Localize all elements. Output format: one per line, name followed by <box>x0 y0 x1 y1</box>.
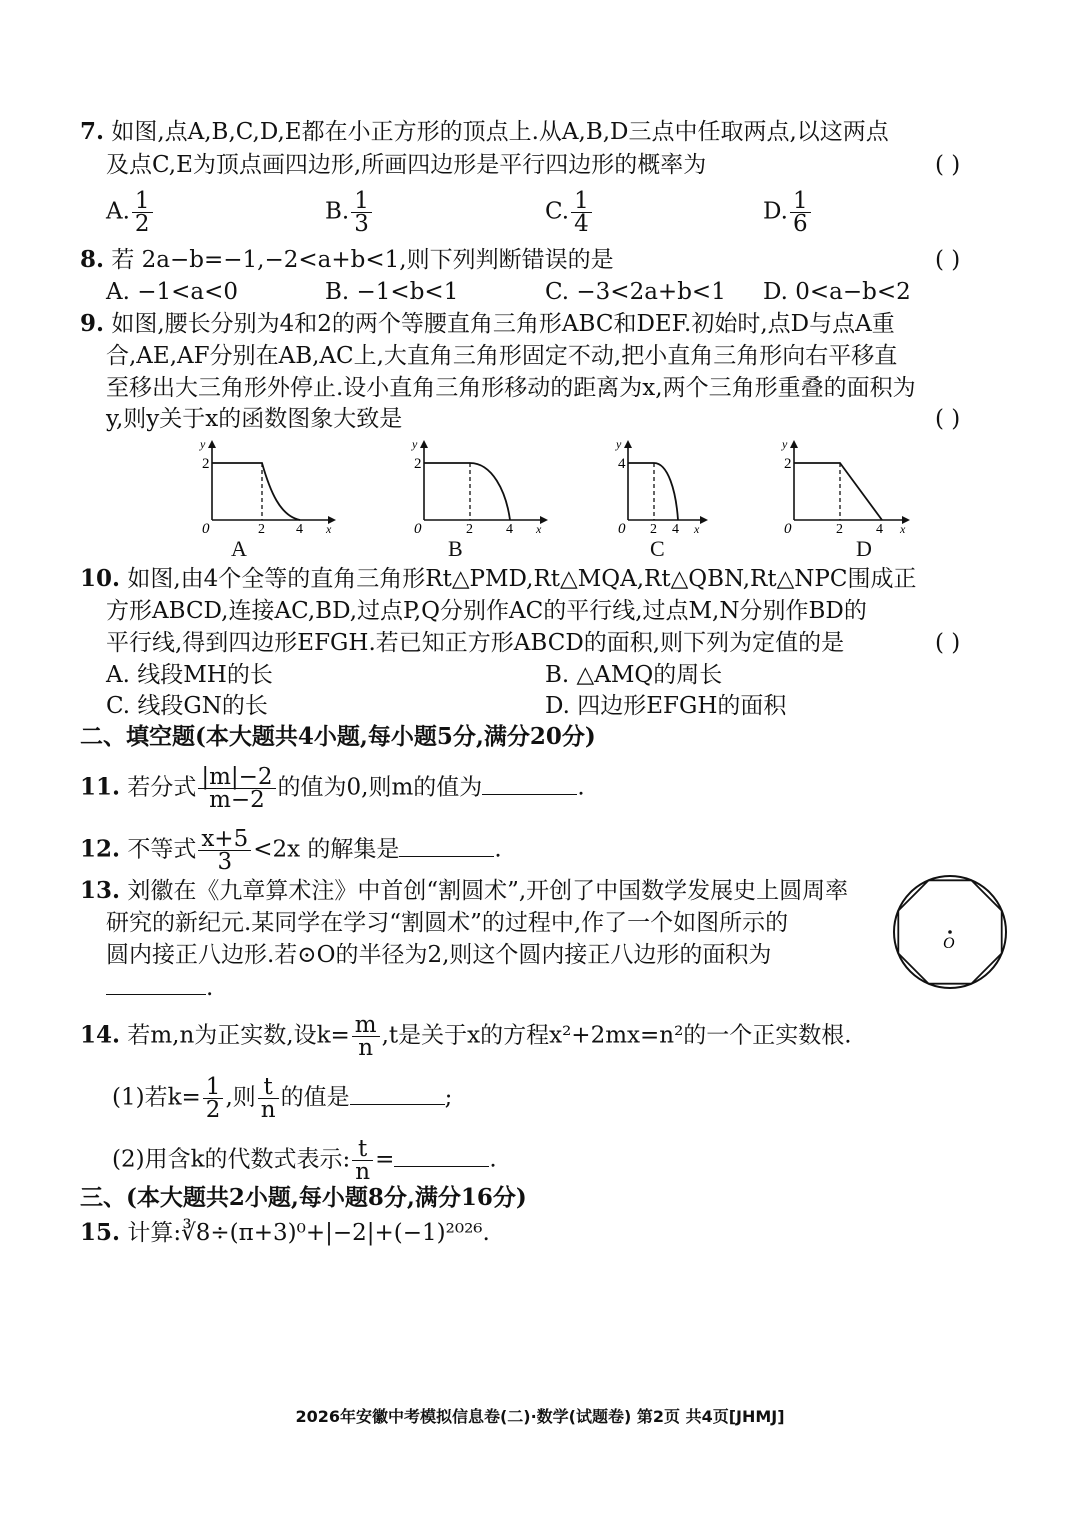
q11-pre: 若分式 <box>127 774 197 801</box>
q15-text: 计算:∛8÷(π+3)⁰+|−2|+(−1)²⁰²⁶. <box>127 1220 490 1246</box>
graph-d-line <box>794 463 882 520</box>
q7-option-d-label: D. <box>763 198 788 225</box>
q14-p1-fden: n <box>260 1097 276 1123</box>
q7-text-1: 如图,点A,B,C,D,E都在小正方形的顶点上.从A,B,D三点中任取两点,以这两点 <box>111 119 889 145</box>
q7-option-c-num: 1 <box>571 190 592 213</box>
q12-pre: 不等式 <box>127 836 197 863</box>
graph-a-curve <box>212 463 300 520</box>
q14-k-fraction <box>352 1014 380 1059</box>
q10-text-1: 如图,由4个全等的直角三角形Rt△PMD,Rt△MQA,Rt△QBN,Rt△NPC围成正 <box>127 566 917 592</box>
graph-b-y-arrow <box>420 440 428 448</box>
graph-a-x1: 2 <box>258 522 265 536</box>
q9-line4: y,则y关于x的函数图象大致是 <box>106 406 403 432</box>
section-2-heading: 二、填空题(本大题共4小题,每小题5分,满分20分) <box>80 723 596 750</box>
q9-graph-b <box>402 436 552 536</box>
q14-p1-num: 1 <box>203 1076 224 1099</box>
q8-option-c: C. −3<2a+b<1 <box>545 279 726 305</box>
q13-answer-blank[interactable] <box>106 972 206 995</box>
q8-option-b: B. −1<b<1 <box>325 279 459 305</box>
graph-d-y-label: y <box>782 437 788 451</box>
q13-octagon-figure <box>888 870 1012 994</box>
q7-option-b-label: B. <box>325 198 350 225</box>
q12-frac-num: x+5 <box>198 828 251 851</box>
q12-end: . <box>494 836 502 863</box>
graph-a-origin: 0 <box>202 521 210 536</box>
q14-p1-fnum: t <box>258 1076 279 1099</box>
q7-option-c <box>545 190 594 235</box>
q11-number: 11. <box>80 773 121 801</box>
q13-number: 13. <box>80 877 121 904</box>
q13-center-label: O <box>943 935 955 952</box>
graph-d-ymark: 2 <box>784 456 792 472</box>
graph-a-y-arrow <box>208 440 216 448</box>
q10-line2: 方形ABCD,连接AC,BD,过点P,Q分别作AC的平行线,过点M,N分别作BD的 <box>106 598 867 624</box>
q14-p1-post: 的值是 <box>280 1084 350 1111</box>
q9-line1 <box>80 309 895 339</box>
q11-line <box>80 766 585 811</box>
graph-b-x1: 2 <box>466 522 473 536</box>
q14-p2-fden: n <box>355 1159 371 1185</box>
q7-number: 7. <box>80 118 105 145</box>
q14-p2-post: = <box>375 1146 395 1173</box>
q14-p2-pre: (2)用含k的代数式表示: <box>112 1146 351 1173</box>
q7-option-a <box>106 190 155 235</box>
graph-c-curve <box>628 463 678 520</box>
graph-b-y-label: y <box>412 437 418 451</box>
graph-b-origin: 0 <box>414 521 422 536</box>
q10-line1 <box>80 564 916 594</box>
graph-b-curve <box>424 463 510 520</box>
q11-post: 的值为0,则m的值为 <box>277 774 483 801</box>
q10-line3: 平行线,得到四边形EFGH.若已知正方形ABCD的面积,则下列为定值的是 <box>106 630 845 656</box>
graph-b-x2: 4 <box>506 522 513 536</box>
q9-graph-a-label: A <box>231 536 247 561</box>
graph-c-x2: 4 <box>672 522 679 536</box>
q8-text-1: 若 2a−b=−1,−2<a+b<1,则下列判断错误的是 <box>111 247 614 273</box>
q13-line1 <box>80 876 848 906</box>
q14-p2-answer-blank[interactable] <box>394 1144 489 1167</box>
graph-d-y-arrow <box>790 440 798 448</box>
graph-b-x-label: x <box>536 522 542 536</box>
q7-option-d-fraction <box>790 190 811 235</box>
q14-p2-t-fraction <box>352 1138 373 1183</box>
q9-graph-c-label: C <box>650 536 665 561</box>
q7-option-c-fraction <box>571 190 592 235</box>
graph-a-x2: 4 <box>296 522 303 536</box>
q12-line <box>80 828 502 873</box>
q15-number: 15. <box>80 1219 121 1246</box>
q15-line <box>80 1218 490 1248</box>
q9-graph-d <box>772 436 922 536</box>
q14-p1-k-fraction <box>203 1076 224 1121</box>
q7-option-c-label: C. <box>545 198 570 225</box>
q12-answer-blank[interactable] <box>399 834 494 857</box>
q10-option-b: B. △AMQ的周长 <box>545 662 723 688</box>
q7-option-a-label: A. <box>106 198 130 225</box>
q13-text-1: 刘徽在《九章算术注》中首创“割圆术”,开创了中国数学发展史上圆周率 <box>127 878 849 904</box>
q13-center-dot <box>948 930 952 934</box>
q9-graph-b-label: B <box>448 536 463 561</box>
q11-end: . <box>577 774 585 801</box>
q14-k-num: m <box>352 1014 380 1037</box>
graph-d-x2: 4 <box>876 522 883 536</box>
q9-number: 9. <box>80 310 105 337</box>
q14-pre: 若m,n为正实数,设k= <box>127 1022 350 1049</box>
q14-p1-t-fraction <box>258 1076 279 1121</box>
q8-number: 8. <box>80 246 105 273</box>
q9-line3: 至移出大三角形外停止.设小直角三角形移动的距离为x,两个三角形重叠的面积为 <box>106 375 916 401</box>
q9-answer-paren: ( ) <box>935 406 961 432</box>
q8-line1 <box>80 245 614 275</box>
q7-option-c-den: 4 <box>574 211 589 237</box>
graph-b-ymark: 2 <box>414 456 422 472</box>
graph-c-y-label: y <box>616 437 622 451</box>
q7-answer-paren: ( ) <box>935 152 961 178</box>
q14-p1-end: ; <box>444 1084 453 1111</box>
q14-line1 <box>80 1014 852 1059</box>
q12-number: 12. <box>80 835 121 863</box>
q11-frac-den: m−2 <box>209 787 265 813</box>
q10-option-a: A. 线段MH的长 <box>106 662 273 688</box>
q9-graph-c <box>606 436 716 536</box>
graph-c-x-label: x <box>694 522 700 536</box>
q13-line2: 研究的新纪元.某同学在学习“割圆术”的过程中,作了一个如图所示的 <box>106 910 789 936</box>
graph-a-y-label: y <box>200 437 206 451</box>
q11-fraction <box>198 766 275 811</box>
q14-p1-den: 2 <box>205 1097 221 1123</box>
q10-answer-paren: ( ) <box>935 630 961 656</box>
q14-p1-mid: ,则 <box>225 1084 256 1111</box>
q10-number: 10. <box>80 565 121 592</box>
graph-c-x1: 2 <box>650 522 657 536</box>
section-3-heading: 三、(本大题共2小题,每小题8分,满分16分) <box>80 1184 527 1211</box>
q7-line2: 及点C,E为顶点画四边形,所画四边形是平行四边形的概率为 <box>106 152 707 178</box>
q9-line2: 合,AE,AF分别在AB,AC上,大直角三角形固定不动,把小直角三角形向右平移直 <box>106 343 898 369</box>
graph-c-ymark: 4 <box>618 456 626 472</box>
graph-d-origin: 0 <box>784 521 792 536</box>
q7-option-d <box>763 190 813 235</box>
graph-d-x1: 2 <box>836 522 843 536</box>
q10-option-c: C. 线段GN的长 <box>106 693 268 719</box>
q10-option-d: D. 四边形EFGH的面积 <box>545 693 787 719</box>
q14-post: ,t是关于x的方程x²+2mx=n²的一个正实数根. <box>381 1022 852 1049</box>
graph-c-x-arrow <box>700 516 708 524</box>
q9-graph-a <box>190 436 340 536</box>
q14-number: 14. <box>80 1021 121 1049</box>
q7-option-a-num: 1 <box>132 190 153 213</box>
q14-part1 <box>112 1076 452 1121</box>
q12-post: <2x 的解集是 <box>253 836 400 863</box>
q7-option-b <box>325 190 374 235</box>
q8-option-a: A. −1<a<0 <box>106 279 239 305</box>
q13-line3: 圆内接正八边形.若⊙O的半径为2,则这个圆内接正八边形的面积为 <box>106 942 772 968</box>
q13-end: . <box>206 975 214 1001</box>
q14-p2-end: . <box>489 1146 497 1173</box>
graph-c-origin: 0 <box>618 521 626 536</box>
q14-p1-answer-blank[interactable] <box>350 1082 445 1105</box>
q9-text-1: 如图,腰长分别为4和2的两个等腰直角三角形ABC和DEF.初始时,点D与点A重 <box>111 311 895 337</box>
q8-answer-paren: ( ) <box>935 247 961 273</box>
q7-option-b-num: 1 <box>351 190 372 213</box>
q7-option-d-den: 6 <box>792 211 808 237</box>
graph-c-y-arrow <box>624 440 632 448</box>
q7-option-d-num: 1 <box>790 190 811 213</box>
q14-k-den: n <box>358 1035 374 1061</box>
graph-a-ymark: 2 <box>202 456 210 472</box>
q8-option-d: D. 0<a−b<2 <box>763 279 911 305</box>
q7-option-a-fraction <box>132 190 153 235</box>
q11-frac-num: |m|−2 <box>198 766 275 789</box>
graph-d-x-label: x <box>900 522 906 536</box>
q7-line1 <box>80 117 889 147</box>
q13-line4 <box>106 972 213 1003</box>
q14-part2 <box>112 1138 497 1183</box>
q14-p1-pre: (1)若k= <box>112 1084 201 1111</box>
q12-fraction <box>198 828 251 873</box>
q7-option-b-fraction <box>351 190 372 235</box>
q12-frac-den: 3 <box>217 849 233 875</box>
q11-answer-blank[interactable] <box>482 772 577 795</box>
q7-option-a-den: 2 <box>134 211 150 237</box>
q9-graph-d-label: D <box>856 536 872 561</box>
q7-option-b-den: 3 <box>354 211 369 237</box>
q14-p2-fnum: t <box>352 1138 373 1161</box>
page-footer: 2026年安徽中考模拟信息卷(二)·数学(试题卷) 第2页 共4页[JHMJ] <box>295 1407 785 1426</box>
graph-a-x-label: x <box>326 522 332 536</box>
